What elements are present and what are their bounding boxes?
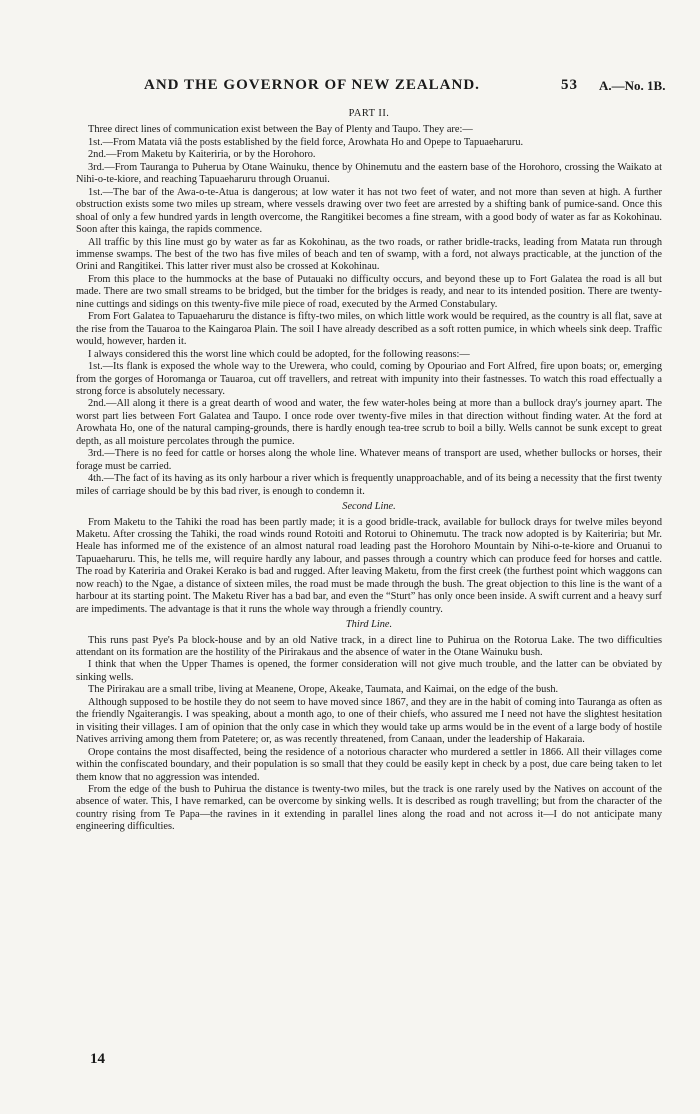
paragraph: 3rd.—There is no feed for cattle or horses along the whole line. Whatever means of transport are used, whether bullocks or horses, their forage must be carried. <box>76 448 662 472</box>
signature-mark: 14 <box>90 1051 105 1067</box>
section-subheading: Third Line. <box>345 619 393 631</box>
page-number: 53 <box>561 77 578 93</box>
paragraph: 1st.—The bar of the Awa-o-te-Atua is dangerous; at low water it has not two feet of water, and not more than seven at high. A further obstruction exists some two miles up stream, where vessels drawing over two feet are arrested by a shifting bank of pumice-sand. Once this shoal of only a few hundred yards in length overcome, the Rangitikei becomes a fine stream, with a good body of water as far as Kokohinau. Soon after this kainga, the rapids commence. <box>76 186 662 236</box>
paragraph: From Fort Galatea to Tapuaeharuru the distance is fifty-two miles, on which little work would be required, as the country is all flat, save at the rise from the Tauaroa to the Kaingaroa Plain. The soil I have already described as a soft rotten pumice, in which wheels sink deep. Traffic would, however, harden it. <box>76 311 662 348</box>
paragraph: 2nd.—All along it there is a great dearth of wood and water, the few water-holes being at more than a bullock dray's journey apart. The worst part lies between Fort Galatea and Taupo. I once rode over twenty-five miles in that direction without finding water. At the ford at Arowhata Ho, one of the natural camping-grounds, there is hardly enough tea-tree scrub to boil a billy. Wells cannot be sunk except to great depth, as all moisture percolates through the pumice. <box>76 398 662 447</box>
paragraph: The Pirirakau are a small tribe, living at Meanene, Orope, Akeake, Taumata, and Kaimai, on the edge of the bush. <box>88 684 559 696</box>
paragraph: Three direct lines of communication exist between the Bay of Plenty and Taupo. They are:— <box>88 124 473 136</box>
paragraph: Orope contains the most disaffected, being the residence of a notorious character who murdered a settler in 1866. All their villages come within the confiscated boundary, and their population is so small that they could be easily kept in check by a post, due care being taken to let them know that no aggression was intended. <box>76 746 662 783</box>
document-reference: A.—No. 1B. <box>599 78 666 93</box>
paragraph: I always considered this the worst line which could be adopted, for the following reasons:— <box>88 348 470 360</box>
paragraph: From Maketu to the Tahiki the road has been partly made; it is a good bridle-track, available for bullock drays for twelve miles beyond Maketu. After crossing the Tahiki, the road winds round Rotoiti and Rotorui to Ohinemutu. The track now adopted is by Kaiteriria; but Mr. Heale has informed me of the existence of an almost natural road leading past the Horohoro Mountain by Nihi-o-te-kiore and Oruanui to Tapuaeharuru. This, he tells me, will require hardly any labour, and passes through a country which can produce feed for horses and cattle. The road by Kateriria and Orakei Kerako is bad and rugged. After leaving Maketu, from the first creek (the furthest point which waggons can now reach) to the Ngae, a distance of sixteen miles, the road must be made through the bush. The great objection to this line is the want of a harbour at its starting point. The Maketu River has a bad bar, and even the “Sturt” has only once been inside. A swift current and a heavy surf are impediments. The advantage is that it runs the whole way through a friendly country. <box>76 516 662 615</box>
paragraph: I think that when the Upper Thames is opened, the former consideration will not give much trouble, and the latter can be obviated by sinking wells. <box>76 659 662 683</box>
paragraph: Although supposed to be hostile they do not seem to have moved since 1867, and they are in the habit of coming into Tauranga as often as the friendly Ngaiterangis. I was speaking, about a month ago, to one of their chiefs, who assured me I need not have the slightest hesitation in visiting their villages. I am of opinion that the only case in which they would take up arms would be in the event of a large body of hostile Natives arriving among them from Patetere; or, as was recently threatened, from Canaan, under the leadership of Hakaraia. <box>76 696 662 746</box>
paragraph: 3rd.—From Tauranga to Puherua by Otane Wainuku, thence by Ohinemutu and the eastern base of the Horohoro, crossing the Waikato at Nihi-o-te-kiore, and reaching Tapuaeharuru through Oruanui. <box>76 161 662 186</box>
running-header <box>0 77 700 97</box>
paragraph: From this place to the hummocks at the base of Putauaki no difficulty occurs, and beyond these up to Fort Galatea the road is all but made. There are two small streams to be bridged, but the timber for the bridges is ready, and near to its intended position. There are twenty-nine cuttings and sidings on this twenty-five mile piece of road, executed by the Armed Constabulary. <box>76 273 662 310</box>
section-subheading: Second Line. <box>342 501 396 513</box>
paragraph: This runs past Pye's Pa block-house and by an old Native track, in a direct line to Puhirua on the Rotorua Lake. The two difficulties attendant on its formation are the hostility of the Pirirakaus and the absence of water in the Otane Wainuku bush. <box>76 634 662 659</box>
paragraph: 4th.—The fact of its having as its only harbour a river which is frequently unapproachable, and of its being a necessity that the first twenty miles of carriage should be by this bad river, is enough to condemn it. <box>76 473 662 497</box>
part-heading: PART II. <box>348 108 390 119</box>
paragraph: All traffic by this line must go by water as far as Kokohinau, as the two roads, or rather bridle-tracks, leading from Matata run through immense swamps. The best of the two has five miles of beach and ten of swamp, with a ford, not always practicable, at the junction of the Orini and Rangitikei. This latter river must also be crossed at Kokohinau. <box>76 236 662 273</box>
paragraph: From the edge of the bush to Puhirua the distance is twenty-two miles, but the track is one rarely used by the Natives on account of the absence of water. This, I have remarked, can be overcome by sinking wells. It is described as rough travelling; but from the character of the country rising from Te Papa—the ravines in it extending in parallel lines along the road and not across it—I do not anticipate many engineering difficulties. <box>76 784 662 833</box>
paragraph: 2nd.—From Maketu by Kaiteriria, or by the Horohoro. <box>88 149 316 161</box>
body-text <box>76 106 662 834</box>
paragraph: 1st.—From Matata viâ the posts established by the field force, Arowhata Ho and Opepe to Tapuaeharuru. <box>88 136 524 148</box>
header-title: AND THE GOVERNOR OF NEW ZEALAND. <box>144 77 480 93</box>
paragraph: 1st.—Its flank is exposed the whole way to the Urewera, who could, coming by Opouriao and Fort Alfred, fire upon boats; or, emerging from the gorges of Horomanga or Tauaroa, cut off travellers, and retreat with impunity into their fastnesses. To watch this road effectually a strong force is absolutely necessary. <box>76 361 662 397</box>
